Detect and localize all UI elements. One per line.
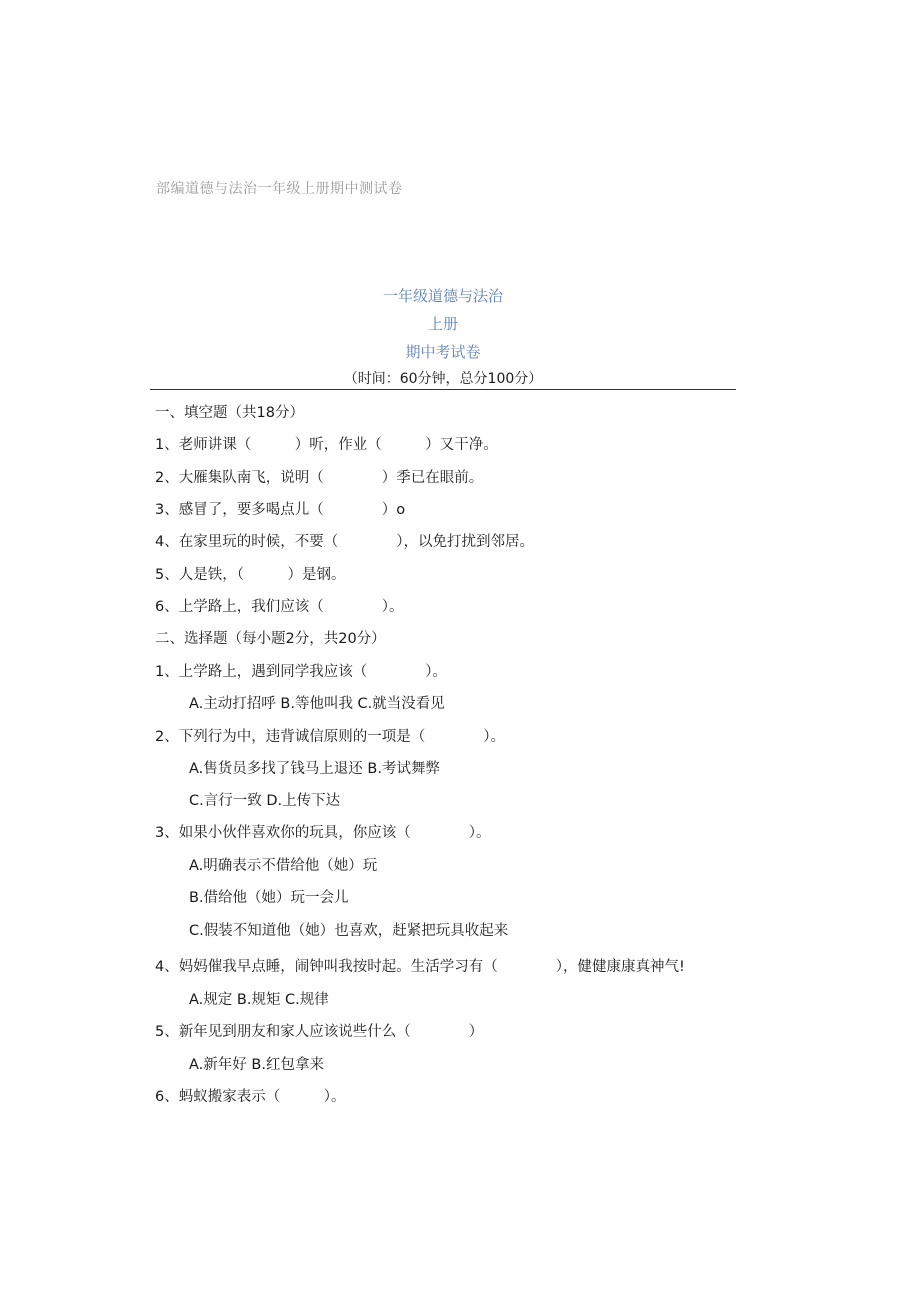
- fill-blank-question-1: 1、老师讲课（ ）听，作业（ ）又干净。: [155, 437, 498, 453]
- choice-question-4: 4、妈妈催我早点睡，闹钟叫我按时起。生活学习有（ ），健健康康真神气!: [155, 959, 685, 975]
- fill-blank-question-5: 5、人是铁，（ ）是钢。: [155, 567, 346, 583]
- section-heading-fill-blank: 一、填空题（共18分）: [155, 405, 304, 421]
- title-subject: 一年级道德与法治: [382, 287, 503, 305]
- exam-time-score: （时间：60分钟，总分100分）: [343, 371, 543, 387]
- choice-question-2-options-a-b: A.售货员多找了钱马上退还 B.考试舞弊: [189, 761, 440, 777]
- choice-question-5: 5、新年见到朋友和家人应该说些什么（ ）: [155, 1024, 484, 1040]
- fill-blank-question-6: 6、上学路上，我们应该（ ）。: [155, 599, 404, 615]
- choice-question-3-option-b: B.借给他（她）玩一会儿: [189, 890, 349, 906]
- choice-question-1-options: A.主动打招呼 B.等他叫我 C.就当没看见: [189, 696, 445, 712]
- title-exam-type: 期中考试卷: [405, 343, 481, 361]
- fill-blank-question-3: 3、感冒了，要多喝点儿（ ）o: [155, 502, 406, 518]
- document-header: 部编道德与法治一年级上册期中测试卷: [156, 181, 403, 197]
- fill-blank-question-2: 2、大雁集队南飞，说明（ ）季已在眼前。: [155, 470, 484, 486]
- choice-question-3-option-c: C.假装不知道他（她）也喜欢，赶紧把玩具收起来: [189, 923, 509, 939]
- header-divider: [150, 389, 736, 390]
- choice-question-6: 6、蚂蚁搬家表示（ ）。: [155, 1089, 346, 1105]
- title-volume: 上册: [427, 315, 458, 333]
- choice-question-2-options-c-d: C.言行一致 D.上传下达: [189, 793, 341, 809]
- choice-question-2: 2、下列行为中，违背诚信原则的一项是（ ）。: [155, 729, 505, 745]
- choice-question-3-option-a: A.明确表示不借给他（她）玩: [189, 858, 378, 874]
- fill-blank-question-4: 4、在家里玩的时候，不要（ ），以免打扰到邻居。: [155, 534, 534, 550]
- exam-title: [150, 282, 736, 366]
- choice-question-4-options: A.规定 B.规矩 C.规律: [189, 992, 329, 1008]
- choice-question-5-options: A.新年好 B.红包拿来: [189, 1057, 324, 1073]
- choice-question-3: 3、如果小伙伴喜欢你的玩具，你应该（ ）。: [155, 825, 491, 841]
- section-heading-choice: 二、选择题（每小题2分，共20分）: [155, 631, 386, 647]
- choice-question-1: 1、上学路上，遇到同学我应该（ ）。: [155, 664, 447, 680]
